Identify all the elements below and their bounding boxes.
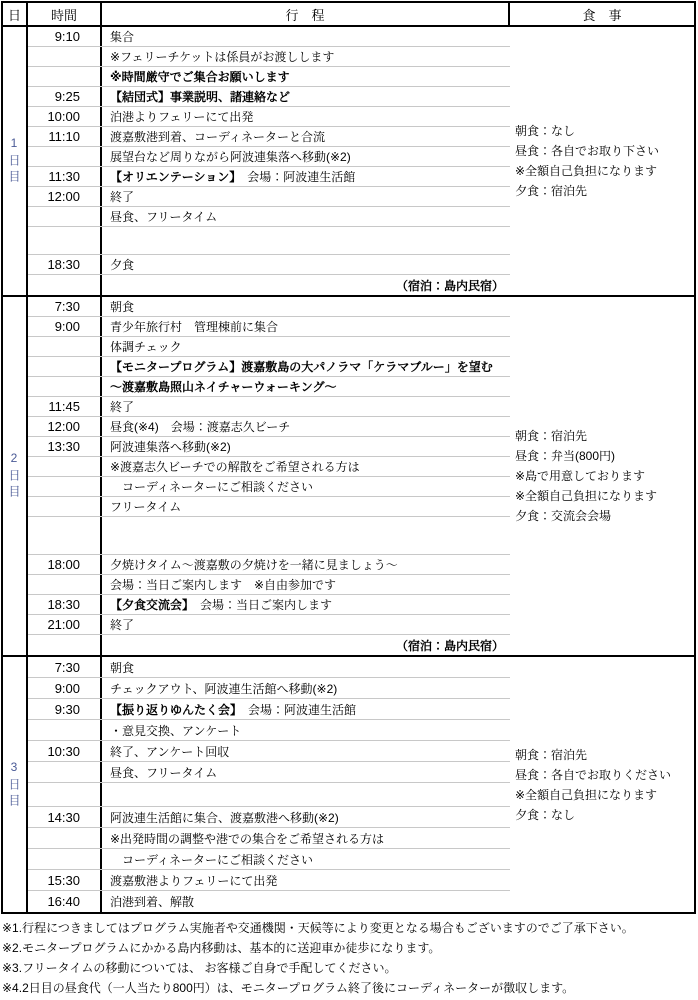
time-cell: 18:30 [28,595,102,614]
program-cell: 泊港到着、解散 [110,895,195,909]
schedule-row [28,699,510,720]
schedule-row [28,337,510,357]
time-cell: 13:30 [28,437,102,456]
time-cell: 21:00 [28,615,102,634]
program-cell: フリータイム [110,500,182,514]
program-cell: 阿波連集落へ移動(※2) [110,440,231,454]
time-cell [28,849,102,869]
time-cell [28,147,102,166]
program-cell: 体調チェック [110,340,182,354]
program-cell: 会場：当日ご案内します ※自由参加です [110,578,337,592]
schedule-rows [28,657,510,912]
day-cell [3,657,28,912]
schedule-row [28,255,510,275]
meal-line: ※全額自己負担になります [515,164,658,178]
time-cell [28,207,102,226]
time-cell [28,762,102,782]
time-cell [28,517,102,554]
schedule-row [28,417,510,437]
schedule-row [28,147,510,167]
schedule-row [28,357,510,377]
schedule-row [28,87,510,107]
program-cell: 展望台など周りながら阿波連集落へ移動(※2) [110,150,351,164]
schedule-row [28,317,510,337]
time-cell: 7:30 [28,657,102,677]
day-label: 1日目 [7,136,21,186]
schedule-row [28,828,510,849]
schedule-row [28,297,510,317]
footnote: ※4.2日目の昼食代（一人当たり800円）は、モニタープログラム終了後にコーディネーターが徴収します。 [2,981,575,995]
time-cell: 18:30 [28,255,102,274]
program-cell: 夕焼けタイム～渡嘉敷の夕焼けを一緒に見ましょう～ [110,558,398,572]
schedule-row [28,615,510,635]
time-cell: 12:00 [28,187,102,206]
header-time: 時間 [28,3,102,25]
schedule-row [28,27,510,47]
time-cell [28,497,102,516]
time-cell [28,575,102,594]
time-cell: 14:30 [28,807,102,827]
program-cell: 夕食 [110,258,135,272]
itinerary-table [1,1,696,914]
time-cell: 9:30 [28,699,102,719]
program-cell: 昼食、フリータイム [110,765,218,780]
time-cell [28,337,102,356]
time-cell [28,377,102,396]
time-cell: 10:30 [28,741,102,761]
program-cell: 【結団式】事業説明、諸連絡など [110,90,291,104]
program-cell: ※渡嘉志久ビーチでの解散をご希望される方は [110,460,360,474]
schedule-row [28,497,510,517]
footnote: ※1.行程につきましてはプログラム実施者や交通機関・天候等により変更となる場合もございますのでご了承下さい。 [2,921,634,935]
schedule-row [28,870,510,891]
schedule-row [28,720,510,741]
schedule-row [28,275,510,295]
meal-line: 昼食：弁当(800円) [515,449,616,463]
time-cell [28,720,102,740]
schedule-row [28,783,510,807]
day-section [3,297,694,657]
program-cell: 【モニタープログラム】渡嘉敷島の大パノラマ「ケラマブルー」を望む [110,360,493,374]
program-cell: 朝食 [110,300,135,314]
schedule-rows [28,297,510,655]
program-cell: 阿波連生活館に集合、渡嘉敷港へ移動(※2) [110,810,339,825]
program-cell: ・意見交換、アンケート [110,723,242,738]
schedule-row [28,107,510,127]
schedule-row [28,227,510,255]
schedule-row [28,457,510,477]
time-cell [28,783,102,806]
schedule-row [28,555,510,575]
program-cell: コーディネーターにご相談ください [110,480,314,494]
meal-line: 昼食：各自でお取りください [515,767,672,782]
meal-line: 昼食：各自でお取り下さい [515,144,660,158]
schedule-rows [28,27,510,295]
schedule-row [28,187,510,207]
program-cell: チェックアウト、阿波連生活館へ移動(※2) [110,681,338,696]
program-cell: 昼食、フリータイム [110,210,218,224]
time-cell [28,828,102,848]
schedule-row [28,678,510,699]
program-cell: ～渡嘉敷島照山ネイチャーウォーキング～ [110,380,337,394]
time-cell: 15:30 [28,870,102,890]
footnotes [0,915,698,998]
meal-line: 夕食：宿泊先 [515,184,588,198]
meal-line: ※全額自己負担になります [515,787,658,802]
schedule-row [28,741,510,762]
header-meal: 食 事 [582,7,622,23]
day-section [3,657,694,912]
time-cell: 11:30 [28,167,102,186]
day-label: 2日目 [7,451,21,501]
program-cell: 終了 [110,618,135,632]
time-cell: 9:00 [28,317,102,336]
schedule-row [28,47,510,67]
schedule-row [28,67,510,87]
schedule-row [28,849,510,870]
schedule-row [28,517,510,555]
meal-line: 夕食：交流会会場 [515,509,612,523]
day-section [3,27,694,297]
time-cell: 7:30 [28,297,102,316]
day-label: 3日目 [7,759,21,810]
time-cell [28,67,102,86]
schedule-row [28,595,510,615]
program-cell: 終了 [110,190,135,204]
meal-line: ※島で用意しております [515,469,646,483]
meal-line: ※全額自己負担になります [515,489,658,503]
header-day: 日 [3,3,28,25]
day-cell [3,297,28,655]
time-cell [28,275,102,295]
schedule-row [28,762,510,783]
time-cell: 9:10 [28,27,102,46]
schedule-row [28,635,510,655]
time-cell [28,477,102,496]
meal-line: 朝食：なし [515,124,576,138]
program-cell: 終了 [110,400,135,414]
time-cell [28,635,102,655]
meal-cell [510,27,694,295]
program-cell: （宿泊：島内民宿） [395,278,504,293]
day-cell [3,27,28,295]
meal-line: 朝食：宿泊先 [515,747,588,762]
program-cell: 朝食 [110,660,135,675]
schedule-row [28,807,510,828]
header-program: 行 程 [102,3,510,25]
time-cell [28,457,102,476]
time-cell: 12:00 [28,417,102,436]
time-cell [28,357,102,376]
schedule-row [28,575,510,595]
time-cell: 11:10 [28,127,102,146]
schedule-row [28,127,510,147]
meal-line: 朝食：宿泊先 [515,429,588,443]
program-cell: 青少年旅行村 管理棟前に集合 [110,320,279,334]
schedule-row [28,207,510,227]
table-header-row [3,3,694,27]
program-cell: 集合 [110,30,135,44]
program-cell: 【夕食交流会】 会場：当日ご案内します [110,598,333,612]
program-cell: 渡嘉敷港到着、コーディネーターと合流 [110,130,326,144]
footnote: ※3.フリータイムの移動については、 お客様ご自身で手配してください。 [2,961,397,975]
footnote: ※2.モニタープログラムにかかる島内移動は、基本的に送迎車か徒歩になります。 [2,941,441,955]
schedule-row [28,167,510,187]
meal-cell [510,297,694,655]
program-cell: 渡嘉敷港よりフェリーにて出発 [110,873,278,888]
schedule-row [28,891,510,912]
time-cell [28,227,102,254]
time-cell: 18:00 [28,555,102,574]
schedule-row [28,397,510,417]
schedule-row [28,477,510,497]
time-cell: 9:25 [28,87,102,106]
program-cell: 泊港よりフェリーにて出発 [110,110,254,124]
meal-line: 夕食：なし [515,807,576,822]
program-cell: コーディネーターにご相談ください [110,852,314,867]
time-cell: 10:00 [28,107,102,126]
meal-cell [510,657,694,912]
program-cell: ※フェリーチケットは係員がお渡しします [110,50,335,64]
program-cell: 終了、アンケート回収 [110,744,230,759]
time-cell [28,47,102,66]
program-cell: ※出発時間の調整や港での集合をご希望される方は [110,831,385,846]
program-cell: 昼食(※4) 会場：渡嘉志久ビーチ [110,420,291,434]
schedule-row [28,657,510,678]
time-cell: 9:00 [28,678,102,698]
table-body [3,27,694,912]
schedule-row [28,377,510,397]
schedule-row [28,437,510,457]
program-cell: 【振り返りゆんたく会】 会場：阿波連生活館 [110,702,357,717]
program-cell: 【オリエンテーション】 会場：阿波連生活館 [110,170,356,184]
time-cell: 16:40 [28,891,102,912]
program-cell: （宿泊：島内民宿） [395,638,504,653]
time-cell: 11:45 [28,397,102,416]
program-cell: ※時間厳守でご集合お願いします [110,70,290,84]
